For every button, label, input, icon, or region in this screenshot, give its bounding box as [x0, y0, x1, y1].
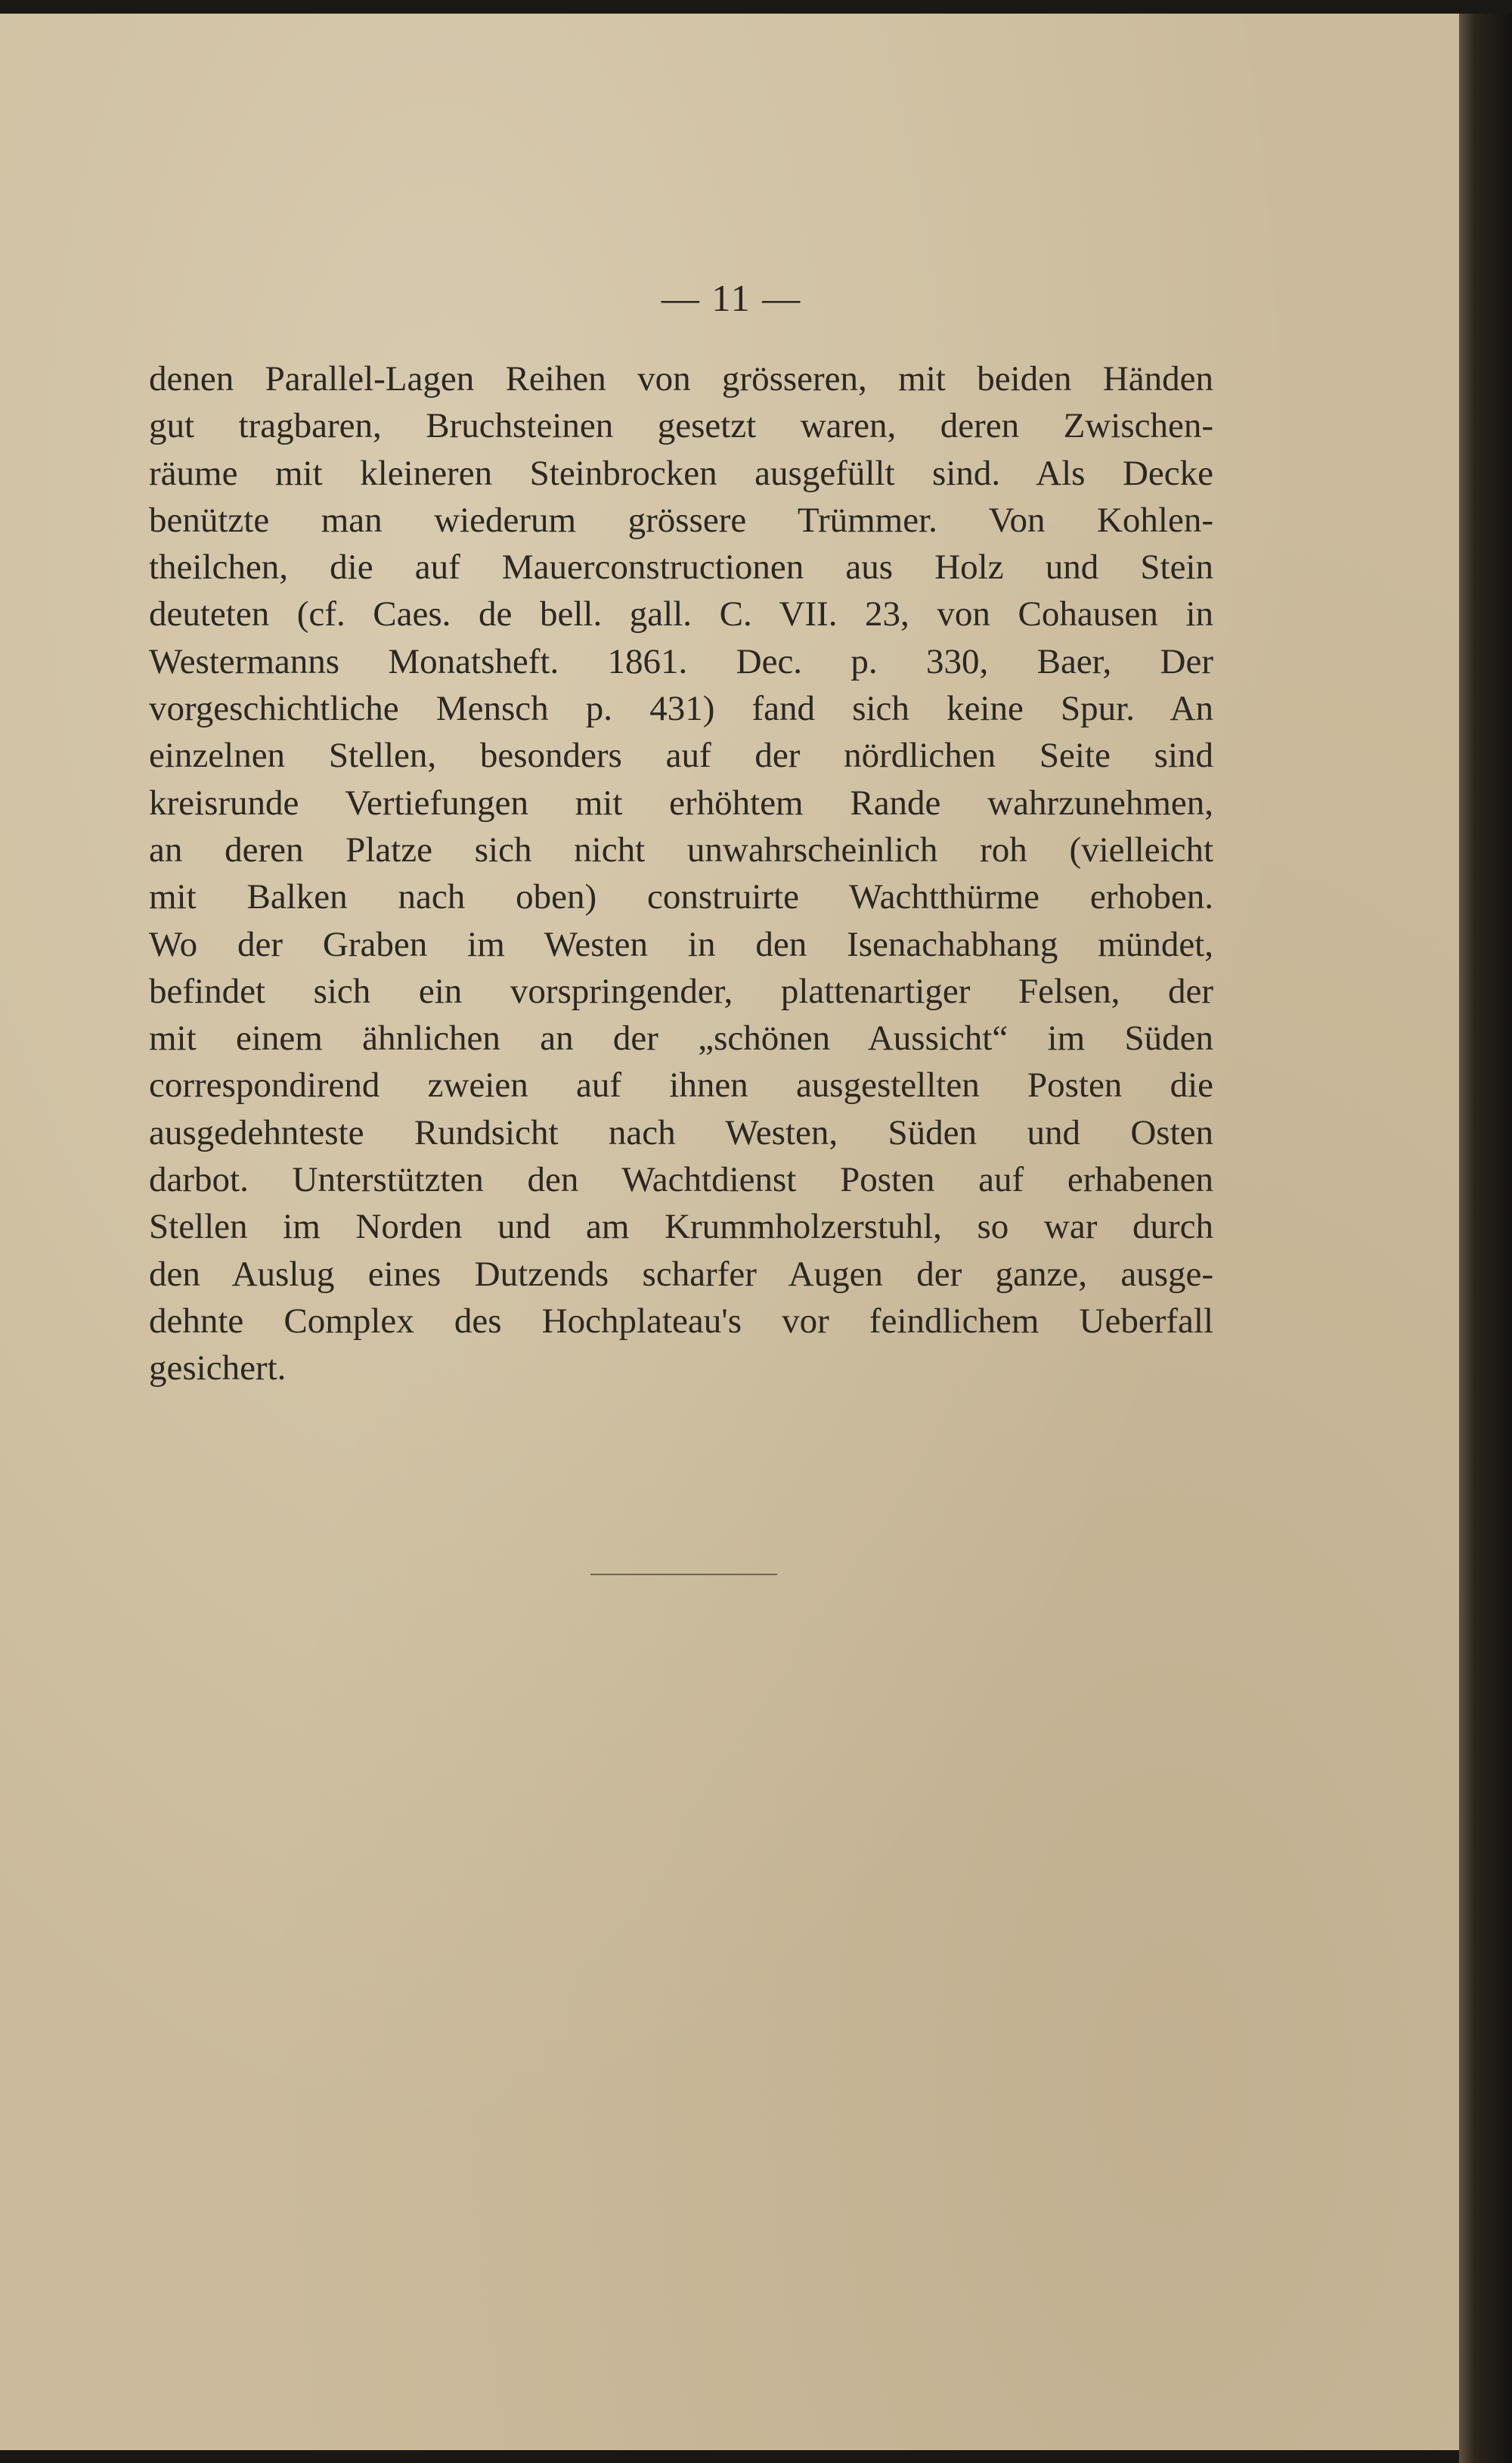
text-line: gut tragbaren, Bruchsteinen gesetzt waren, deren Zwischen- — [149, 406, 1213, 446]
text-line: befindet sich ein vorspringender, plattenartiger Felsen, der — [149, 971, 1213, 1011]
book-edge — [1459, 14, 1512, 2463]
text-line: theilchen, die auf Mauerconstructionen aus Holz und Stein — [149, 548, 1213, 588]
text-line: deuteten (cf. Caes. de bell. gall. C. VII. 23, von Cohausen in — [149, 594, 1213, 634]
text-line: räume mit kleineren Steinbrocken ausgefüllt sind. Als Decke — [149, 453, 1213, 493]
text-line: ausgedehnteste Rundsicht nach Westen, Süden und Osten — [149, 1112, 1213, 1152]
end-rule — [590, 1574, 777, 1575]
page-number: — 11 — — [661, 277, 802, 319]
text-line: correspondirend zweien auf ihnen ausgestellten Posten die — [149, 1066, 1213, 1106]
text-line: Westermanns Monatsheft. 1861. Dec. p. 330, Baer, Der — [149, 641, 1213, 681]
text-line: an deren Platze sich nicht unwahrscheinlich roh (vielleicht — [149, 830, 1213, 870]
text-line: mit Balken nach oben) construirte Wachtthürme erhoben. — [149, 877, 1213, 917]
body-text — [149, 355, 1213, 1392]
text-line: vorgeschichtliche Mensch p. 431) fand sich keine Spur. An — [149, 689, 1213, 729]
text-line: gesichert. — [149, 1348, 287, 1388]
text-line: kreisrunde Vertiefungen mit erhöhtem Rande wahrzunehmen, — [149, 783, 1213, 823]
text-line: Stellen im Norden und am Krummholzerstuhl, so war durch — [149, 1207, 1213, 1247]
text-line: denen Parallel-Lagen Reihen von grösseren, mit beiden Händen — [149, 359, 1213, 399]
text-line: Wo der Graben im Westen in den Isenachabhang mündet, — [149, 924, 1213, 964]
text-line: dehnte Complex des Hochplateau's vor feindlichem Ueberfall — [149, 1301, 1213, 1341]
text-line: den Auslug eines Dutzends scharfer Augen der ganze, ausge- — [149, 1254, 1213, 1294]
text-line: darbot. Unterstützten den Wachtdienst Posten auf erhabenen — [149, 1160, 1213, 1200]
text-line: einzelnen Stellen, besonders auf der nördlichen Seite sind — [149, 736, 1213, 776]
text-line: mit einem ähnlichen an der „schönen Aussicht“ im Süden — [149, 1019, 1213, 1059]
text-line: benützte man wiederum grössere Trümmer. Von Kohlen- — [149, 500, 1213, 540]
